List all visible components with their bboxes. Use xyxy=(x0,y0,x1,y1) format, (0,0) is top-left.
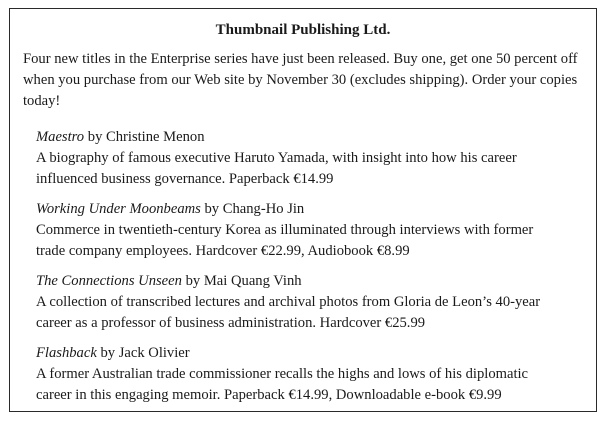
book-entry-the-connections-unseen xyxy=(36,271,581,334)
book-title: The Connections Unseen xyxy=(36,273,182,289)
publisher-title: Thumbnail Publishing Ltd. xyxy=(215,22,391,38)
book-description-line: Commerce in twentieth-century Korea as illuminated through interviews with former xyxy=(36,222,534,238)
book-title: Working Under Moonbeams xyxy=(36,201,201,217)
book-heading xyxy=(36,271,581,292)
book-description-line: A former Australian trade commissioner recalls the highs and lows of his diplomatic xyxy=(36,366,529,382)
book-author: by Mai Quang Vinh xyxy=(185,273,302,289)
book-heading xyxy=(36,127,581,148)
book-author: by Christine Menon xyxy=(87,129,205,145)
book-description-line: A collection of transcribed lectures and archival photos from Gloria de Leon’s 40-year xyxy=(36,294,541,310)
book-description-line: trade company employees. Hardcover €22.99, Audiobook €8.99 xyxy=(36,243,410,259)
book-description-line: career as a professor of business administration. Hardcover €25.99 xyxy=(36,315,426,331)
book-description-line: career in this engaging memoir. Paperback €14.99, Downloadable e-book €9.99 xyxy=(36,387,502,403)
book-heading xyxy=(36,343,581,364)
book-description-line: influenced business governance. Paperback €14.99 xyxy=(36,171,334,187)
notice-box xyxy=(9,8,597,412)
book-author: by Chang-Ho Jin xyxy=(204,201,305,217)
book-entry-flashback xyxy=(36,343,581,406)
book-entry-working-under-moonbeams xyxy=(36,199,581,262)
book-description-line: A biography of famous executive Haruto Yamada, with insight into how his career xyxy=(36,150,517,166)
book-author: by Jack Olivier xyxy=(100,345,190,361)
intro-paragraph: Four new titles in the Enterprise series have just been released. Buy one, get one 50 percent off when you purchase from our Web site by November 30 (excludes shipping). Order your copies today! xyxy=(23,51,578,109)
book-title: Flashback xyxy=(36,345,97,361)
book-entry-maestro xyxy=(36,127,581,190)
book-title: Maestro xyxy=(36,129,85,145)
book-heading xyxy=(36,199,581,220)
